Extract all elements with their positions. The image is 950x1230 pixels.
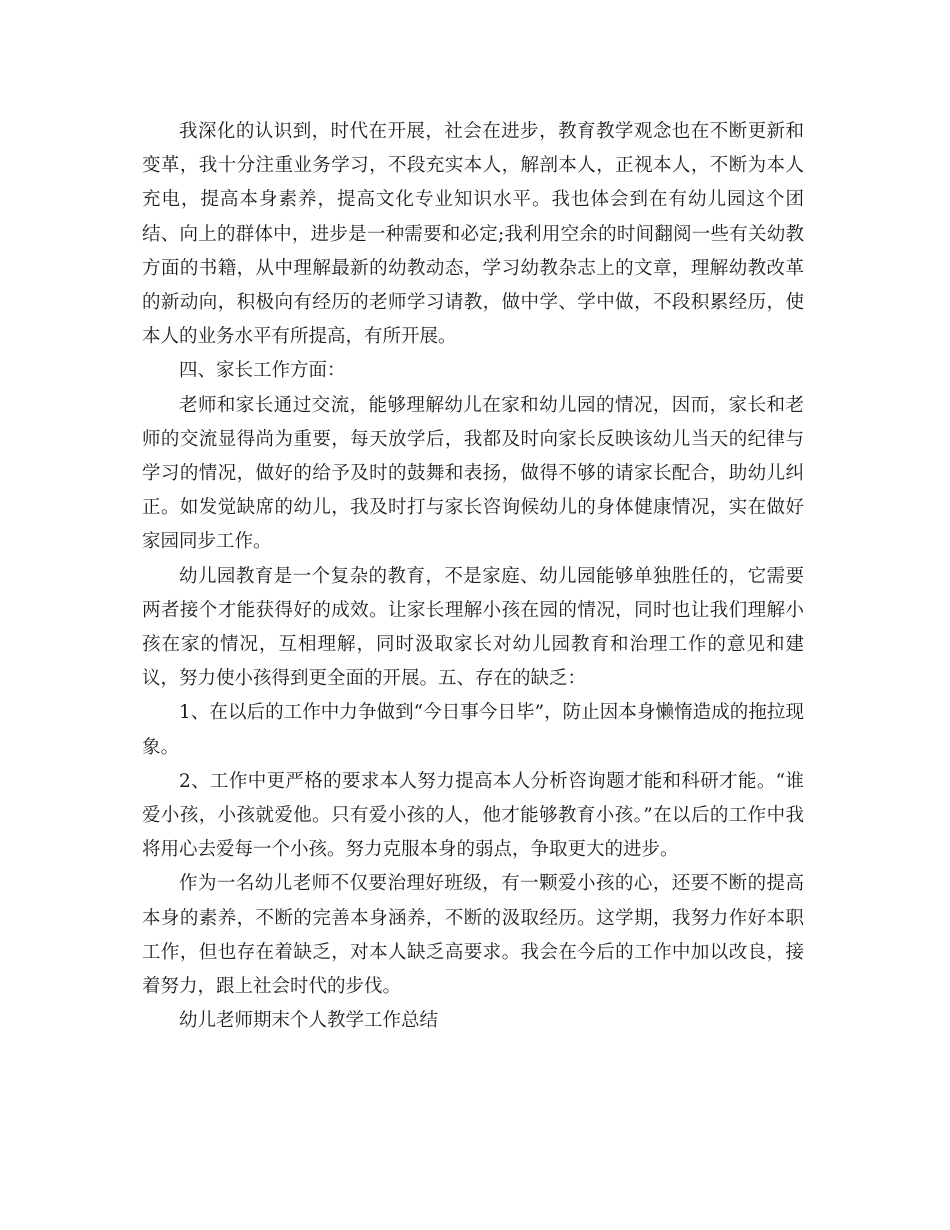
section-heading-parent-work: 四、家长工作方面： (179, 360, 346, 382)
paragraph-kindergarten-education: 幼儿园教育是一个复杂的教育，不是家庭、幼儿园能够单独胜任的，它需要两者接个才能获得好的成效。让家长理解小孩在园的情况，同时也让我们理解小孩在家的情况，互相理解，同时汲取家长对幼儿园教育和治理工作的意见和建议，努力使小孩得到更全面的开展。五、存在的缺乏： (142, 565, 804, 690)
next-section-title: 幼儿老师期末个人教学工作总结 (179, 1010, 439, 1032)
document-page (142, 115, 804, 1038)
list-item-shortcoming-2: 2、工作中更严格的要求本人努力提高本人分析咨询题才能和科研才能。“谁爱小孩，小孩就爱他。只有爱小孩的人，他才能够教育小孩。”在以后的工作中我将用心去爱每一个小孩。努力克服本身的弱点，争取更大的进步。 (142, 770, 804, 861)
paragraph-self-study: 我深化的认识到，时代在开展，社会在进步，教育教学观念也在不断更新和变革，我十分注重业务学习，不段充实本人，解剖本人，正视本人，不断为本人充电，提高本身素养，提高文化专业知识水平。我也体会到在有幼儿园这个团结、向上的群体中，进步是一种需要和必定;我利用空余的时间翻阅一些有关幼教方面的书籍，从中理解最新的幼教动态，学习幼教杂志上的文章，理解幼教改革的新动向，积极向有经历的老师学习请教，做中学、学中做，不段积累经历，使本人的业务水平有所提高，有所开展。 (142, 121, 804, 348)
list-item-shortcoming-1: 1、在以后的工作中力争做到“今日事今日毕”，防止因本身懒惰造成的拖拉现象。 (142, 702, 804, 758)
paragraph-parent-communication: 老师和家长通过交流，能够理解幼儿在家和幼儿园的情况，因而，家长和老师的交流显得尚为重要，每天放学后，我都及时向家长反映该幼儿当天的纪律与学习的情况，做好的给予及时的鼓舞和表扬，做得不够的请家长配合，助幼儿纠正。如发觉缺席的幼儿，我及时打与家长咨询候幼儿的身体健康情况，实在做好家园同步工作。 (142, 394, 804, 553)
paragraph-conclusion: 作为一名幼儿老师不仅要治理好班级，有一颗爱小孩的心，还要不断的提高本身的素养，不断的完善本身涵养，不断的汲取经历。这学期，我努力作好本职工作，但也存在着缺乏，对本人缺乏高要求。我会在今后的工作中加以改良，接着努力，跟上社会时代的步伐。 (142, 873, 804, 998)
